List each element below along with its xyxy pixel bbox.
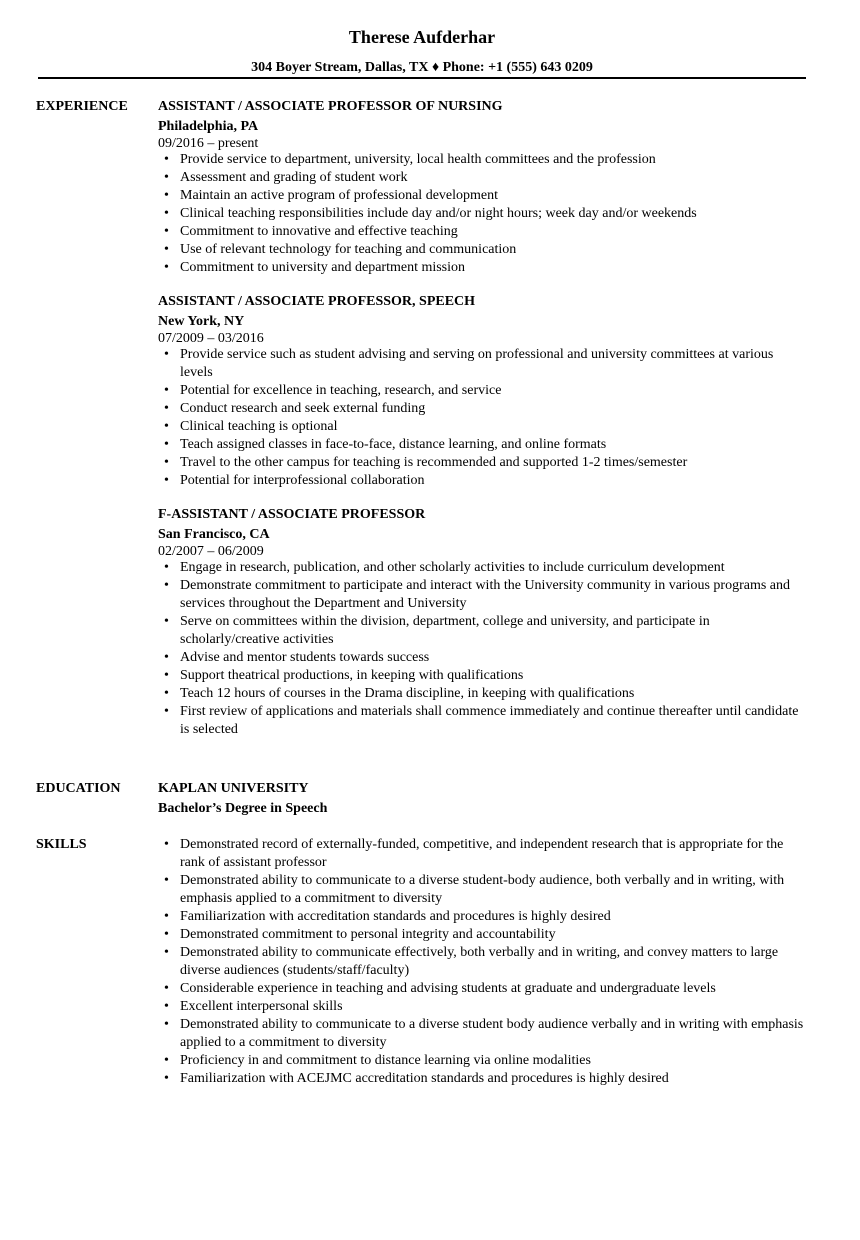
candidate-name: Therese Aufderhar: [348, 27, 496, 47]
job-title: ASSISTANT / ASSOCIATE PROFESSOR, SPEECH: [158, 294, 476, 309]
bullet-item: • Potential for interprofessional collaboration: [158, 472, 809, 490]
bullet-item: • Provide service such as student advising and serving on professional and university committees at various levels: [158, 346, 809, 382]
bullet-item: • Maintain an active program of professional development: [158, 187, 809, 205]
skill-item: • Demonstrated ability to communicate to a diverse student body audience verbally and in writing with emphasis applied to a commitment to diversity: [158, 1016, 809, 1052]
bullet-item: • Teach 12 hours of courses in the Drama discipline, in keeping with qualifications: [158, 685, 809, 703]
bullet-item: • Support theatrical productions, in keeping with qualifications: [158, 667, 809, 685]
job-location: San Francisco, CA: [158, 527, 270, 542]
job-location: New York, NY: [158, 314, 245, 329]
bullet-item: • Teach assigned classes in face-to-face, distance learning, and online formats: [158, 436, 809, 454]
job-entry: [158, 98, 809, 277]
bullet-item: • Conduct research and seek external funding: [158, 400, 809, 418]
degree-name: Bachelor’s Degree in Speech: [158, 801, 328, 816]
skill-item: • Familiarization with accreditation standards and procedures is highly desired: [158, 908, 809, 926]
job-title: F-ASSISTANT / ASSOCIATE PROFESSOR: [158, 507, 426, 522]
header-divider: [38, 77, 806, 79]
job-bullets: [158, 151, 809, 277]
skill-item: • Demonstrated ability to communicate to a diverse student-body audience, both verbally and in writing, with emphasis applied to a commitment to diversity: [158, 872, 809, 908]
bullet-item: • Clinical teaching responsibilities include day and/or night hours; week day and/or weekends: [158, 205, 809, 223]
job-dates: 02/2007 – 06/2009: [158, 544, 264, 559]
skill-item: • Excellent interpersonal skills: [158, 998, 809, 1016]
education-label: EDUCATION: [36, 781, 121, 796]
bullet-item: • Serve on committees within the division, department, college and university, and participate in scholarly/creative activities: [158, 613, 809, 649]
skill-item: • Demonstrated commitment to personal integrity and accountability: [158, 926, 809, 944]
skill-item: • Proficiency in and commitment to distance learning via online modalities: [158, 1052, 809, 1070]
skill-item: • Considerable experience in teaching and advising students at graduate and undergraduate levels: [158, 980, 809, 998]
education-body: [158, 780, 809, 818]
bullet-item: • Use of relevant technology for teaching and communication: [158, 241, 809, 259]
resume-header: [38, 26, 806, 77]
bullet-item: • Commitment to innovative and effective teaching: [158, 223, 809, 241]
skills-body: [158, 836, 809, 1088]
job-bullets: [158, 559, 809, 739]
skills-bullets: [158, 836, 809, 1088]
experience-body: [158, 98, 809, 755]
bullet-item: • Commitment to university and department mission: [158, 259, 809, 277]
bullet-item: • Provide service to department, university, local health committees and the profession: [158, 151, 809, 169]
job-bullets: [158, 346, 809, 490]
job-entry: [158, 506, 809, 739]
experience-label: EXPERIENCE: [36, 99, 128, 114]
job-dates: 07/2009 – 03/2016: [158, 331, 264, 346]
bullet-item: • Assessment and grading of student work: [158, 169, 809, 187]
bullet-item: • First review of applications and materials shall commence immediately and continue thereafter until candidate is selected: [158, 703, 809, 739]
bullet-item: • Demonstrate commitment to participate and interact with the University community in various programs and services throughout the Department and University: [158, 577, 809, 613]
bullet-item: • Travel to the other campus for teaching is recommended and supported 1-2 times/semester: [158, 454, 809, 472]
job-entry: [158, 293, 809, 490]
job-location: Philadelphia, PA: [158, 119, 259, 134]
bullet-item: • Clinical teaching is optional: [158, 418, 809, 436]
bullet-item: • Advise and mentor students towards success: [158, 649, 809, 667]
skill-item: • Demonstrated record of externally-funded, competitive, and independent research that is appropriate for the rank of assistant professor: [158, 836, 809, 872]
school-name: KAPLAN UNIVERSITY: [158, 781, 309, 796]
bullet-item: • Engage in research, publication, and other scholarly activities to include curriculum development: [158, 559, 809, 577]
skills-label: SKILLS: [36, 837, 87, 852]
contact-line: 304 Boyer Stream, Dallas, TX ♦ Phone: +1 (555) 643 0209: [251, 60, 593, 75]
skill-item: • Demonstrated ability to communicate effectively, both verbally and in writing, and convey matters to large diverse audiences (students/staff/faculty): [158, 944, 809, 980]
bullet-item: • Potential for excellence in teaching, research, and service: [158, 382, 809, 400]
skill-item: • Familiarization with ACEJMC accreditation standards and procedures is highly desired: [158, 1070, 809, 1088]
job-dates: 09/2016 – present: [158, 136, 259, 151]
job-title: ASSISTANT / ASSOCIATE PROFESSOR OF NURSING: [158, 99, 503, 114]
